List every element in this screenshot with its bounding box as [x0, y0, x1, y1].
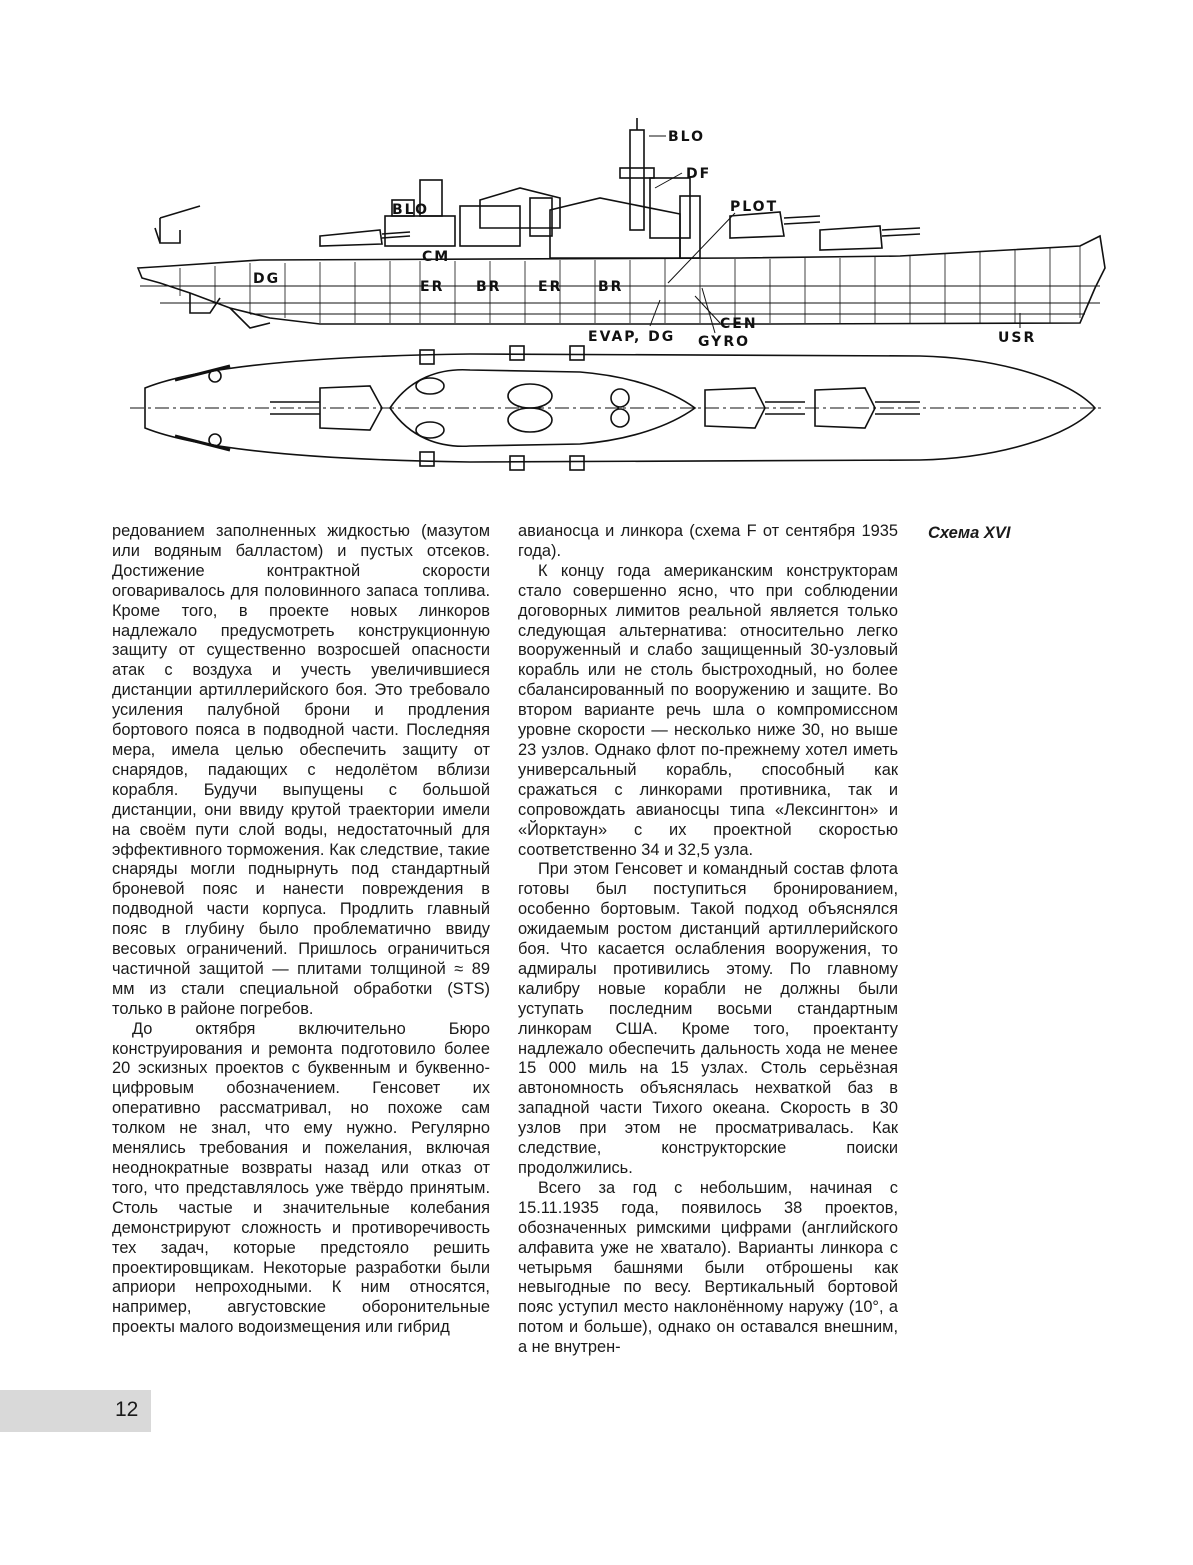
ship-schematic-figure	[120, 118, 1110, 518]
label-usr: USR	[998, 330, 1037, 346]
paragraph: Всего за год с небольшим, начиная с 15.11.1935 года, появилось 38 проектов, обозначенных римскими цифрами (английского алфавита уже не хватало). Варианты линкора с четырьмя башнями были отброшены как невыгодные по весу. Вертикальный бортовой пояс уступил место наклонённому наружу (10°, а потом и больше), однако он оставался внешним, а не внутрен-	[518, 1178, 898, 1357]
label-dg: DG	[253, 271, 281, 287]
plan-view-drawing	[130, 346, 1105, 470]
page-number: 12	[115, 1398, 139, 1421]
label-blo-mid: BLO	[392, 202, 429, 218]
paragraph: До октября включительно Бюро конструирования и ремонта подготовило более 20 эскизных проектов с буквенным и буквенно-цифровым обозначением. Генсовет их оперативно рассматривал, но похоже сам толком не знал, что ему нужно. Регулярно менялись требования и пожелания, включая неоднократные возвраты назад или отказ от того, что представлялось уже твёрдо принятым. Столь частые и значительные колебания демонстрируют сложность и противоречивость тех задач, которые предстояло решить проектировщикам. Некоторые разработки были априори непроходными. К ним относятся, например, августовские оборонительные проекты малого водоизмещения или гибрид	[112, 1019, 490, 1337]
label-br-2: BR	[598, 279, 624, 295]
label-er-2: ER	[538, 279, 563, 295]
paragraph: авианосца и линкора (схема F от сентября 1935 года).	[518, 522, 898, 560]
label-er-1: ER	[420, 279, 445, 295]
label-evap-dg: EVAP, DG	[588, 329, 676, 345]
label-cm: CM	[422, 249, 451, 265]
label-cen: CEN	[720, 316, 758, 332]
label-br-1: BR	[476, 279, 502, 295]
paragraph: К концу года американским конструкторам стало совершенно ясно, что при соблюдении договорных лимитов реальной является только следующая альтернатива: относительно легко вооруженный и слабо защищенный 30-узловый корабль или не столь быстроходный, но более сбалансированный по вооружению и защите. Во втором варианте речь шла о компромиссном уровне скорости — несколько ниже 30, но выше 23 узлов. Однако флот по-прежнему хотел иметь универсальный корабль, способный как сражаться с линкорами противника, так и сопровождать авианосцы типа «Лексингтон» и «Йорктаун» с их проектной скоростью соответственно 34 и 32,5 узла.	[518, 561, 898, 859]
figure-caption: Схема XVI	[928, 524, 1011, 542]
text-column-left	[112, 522, 490, 1338]
side-profile-drawing	[138, 118, 1105, 333]
text-column-right	[518, 522, 898, 1358]
paragraph: редованием заполненных жидкостью (мазутом или водяным балластом) и пустых отсеков. Достижение контрактной скорости оговаривалось для половинного запаса топлива. Кроме того, в проекте новых линкоров надлежало предусмотреть конструкционную защиту от существенно возросшей опасности атак с воздуха и учесть увеличившиеся дистанции артиллерийского боя. Это требовало усиления палубной брони и продления бортового пояса в подводной части. Последняя мера, имела целью обеспечить защиту от снарядов, падающих с недолётом вблизи корабля. Будучи выпущены с большой дистанции, они ввиду крутой траектории имели на своём пути слой воды, недостаточный для эффективного торможения. Как следствие, такие снаряды могли поднырнуть под стандартный броневой пояс и нанести повреждения в подводной части корпуса. Продлить главный пояс в глубину было проблематично ввиду весовых ограничений. Пришлось ограничиться частичной защитой — плитами толщиной ≈ 89 мм из стали специальной обработки (STS) только в районе погребов.	[112, 522, 490, 1018]
paragraph: При этом Генсовет и командный состав флота готовы был поступиться бронированием, особенно бортовым. Такой подход объяснялся ожидаемым ростом дистанций артиллерийского боя. Что касается ослабления вооружения, то адмиралы противились этому. По главному калибру новые корабли не должны были уступать последним восьми стандартным линкорам США. Кроме того, проектанту надлежало обеспечить дальность хода не менее 15 000 миль на 15 узлах. Столь серьёзная автономность объяснялась нехваткой баз в западной части Тихого океана. Скорость в 30 узлов при этом не просматривалась. Как следствие, конструкторские поиски продолжились.	[518, 860, 898, 1177]
label-blo-top: BLO	[668, 129, 705, 145]
label-plot: PLOT	[730, 199, 779, 215]
label-df: DF	[686, 166, 712, 182]
label-gyro: GYRO	[698, 334, 751, 350]
